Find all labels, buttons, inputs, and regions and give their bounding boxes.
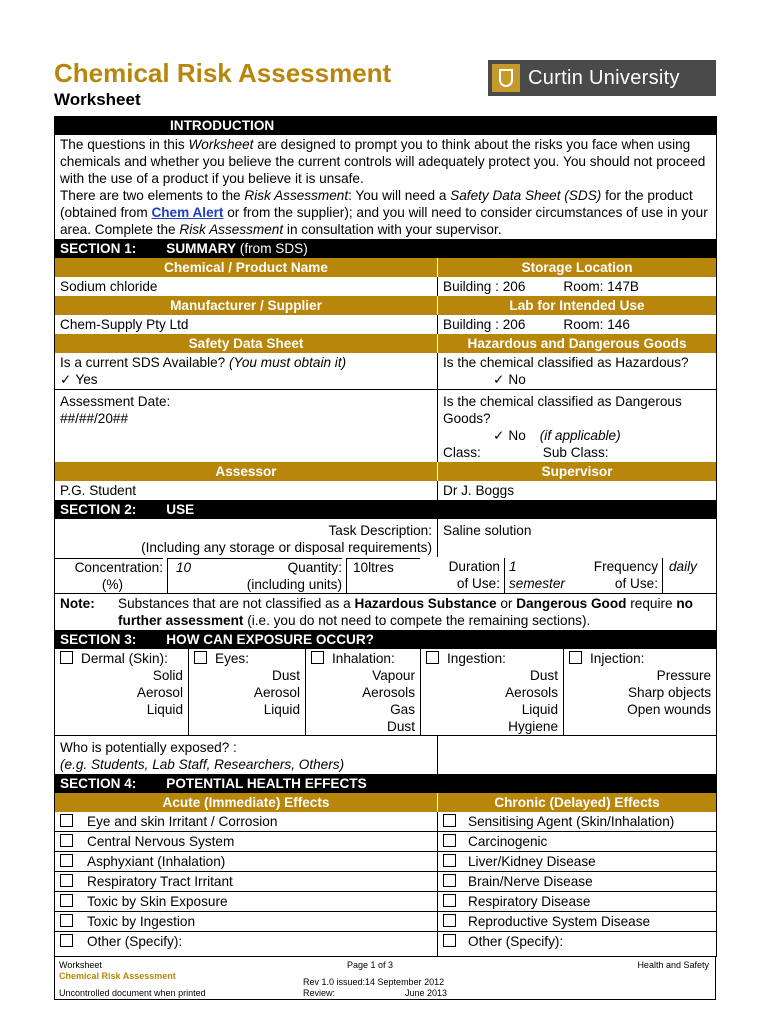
intro-text: The questions in this Worksheet are designed to prompt you to think about the risks you face when using chemicals and whether you believe the current controls will adequately protect you. You should not proceed with the use of a product if you believe it is unsafe. There are two elements to the Risk Assessment: You will need a Safety Data Sheet (SDS) for the product (obtained from Chem Alert or from the supplier); and you will need to consider circumstances of use in your area. Complete the Risk Assessment in consultation with your supervisor. <box>55 135 717 239</box>
check-icon: ✓ <box>493 428 505 443</box>
storage-location-value[interactable]: Building : 206 Room: 147B <box>438 277 717 296</box>
footer-doc-type: Worksheet <box>59 960 102 970</box>
acute-effect-item[interactable]: Central Nervous System <box>55 832 438 852</box>
assessment-date[interactable]: Assessment Date: ##/##/20## <box>55 390 438 463</box>
lab-use-header: Lab for Intended Use <box>438 296 717 315</box>
task-description-label: Task Description: (Including any storage or disposal requirements) <box>55 519 438 557</box>
use-details <box>55 557 717 594</box>
footer-revision: Rev 1.0 issued:14 September 2012 <box>303 977 445 987</box>
chemical-name-header: Chemical / Product Name <box>55 258 438 277</box>
section2-header: SECTION 2: USE <box>55 500 717 519</box>
route-inhalation[interactable]: Inhalation: Vapour Aerosols Gas Dust <box>306 649 421 735</box>
manufacturer-header: Manufacturer / Supplier <box>55 296 438 315</box>
check-icon: ✓ <box>60 372 72 387</box>
inhalation-checkbox[interactable] <box>311 651 324 664</box>
chronic-effect-other[interactable]: Other (Specify): <box>438 932 717 957</box>
acute-effect-item[interactable]: Respiratory Tract Irritant <box>55 872 438 892</box>
quantity-value[interactable]: 10ltres <box>346 558 420 593</box>
sds-question[interactable]: Is a current SDS Available? (You must obtain it) ✓ Yes <box>55 353 438 390</box>
chronic-effect-item[interactable]: Reproductive System Disease <box>438 912 717 932</box>
assessor-header: Assessor <box>55 462 438 481</box>
dangerous-goods-question[interactable]: Is the chemical classified as Dangerous Goods? ✓ No (if applicable) Class: Sub Class: <box>438 390 717 463</box>
effect-checkbox[interactable] <box>443 934 456 947</box>
exposure-routes <box>55 649 717 736</box>
chronic-effect-item[interactable]: Brain/Nerve Disease <box>438 872 717 892</box>
route-injection[interactable]: Injection: Pressure Sharp objects Open wounds <box>564 649 716 735</box>
check-icon: ✓ <box>493 372 505 387</box>
document-title: Chemical Risk Assessment <box>54 58 392 88</box>
hazard-question[interactable]: Is the chemical classified as Hazardous? ✓ No <box>438 353 717 390</box>
frequency-value[interactable]: daily <box>662 558 717 593</box>
assessor-value[interactable]: P.G. Student <box>55 481 438 500</box>
curtin-logo <box>488 60 716 96</box>
acute-effect-other[interactable]: Other (Specify): <box>55 932 438 957</box>
task-description-value[interactable]: Saline solution <box>438 519 717 557</box>
note-text: Substances that are not classified as a Hazardous Substance or Dangerous Good require no further assessment (i.e. you do not need to compete the remaining sections). <box>118 596 693 628</box>
supervisor-header: Supervisor <box>438 462 717 481</box>
route-dermal[interactable]: Dermal (Skin): Solid Aerosol Liquid <box>55 649 189 735</box>
supervisor-value[interactable]: Dr J. Boggs <box>438 481 717 500</box>
effect-checkbox[interactable] <box>443 914 456 927</box>
exposed-question: Who is potentially exposed? : (e.g. Students, Lab Staff, Researchers, Others) <box>55 736 438 775</box>
frequency-label: Frequency of Use: <box>593 559 658 591</box>
effect-checkbox[interactable] <box>60 894 73 907</box>
page-footer <box>54 956 716 1000</box>
sds-header: Safety Data Sheet <box>55 334 438 353</box>
duration-value[interactable]: 1 semester <box>504 558 568 593</box>
effect-checkbox[interactable] <box>443 894 456 907</box>
footer-doc-name: Chemical Risk Assessment <box>59 971 176 981</box>
concentration-label: Concentration: (%) <box>55 558 163 593</box>
chronic-effect-item[interactable]: Sensitising Agent (Skin/Inhalation) <box>438 812 717 832</box>
exposed-answer[interactable] <box>438 736 717 775</box>
intro-heading: INTRODUCTION <box>55 116 717 135</box>
eyes-checkbox[interactable] <box>194 651 207 664</box>
chronic-effects-header: Chronic (Delayed) Effects <box>438 793 717 812</box>
concentration-value[interactable]: 10 <box>167 558 217 593</box>
note-row <box>55 594 717 631</box>
acute-effect-item[interactable]: Eye and skin Irritant / Corrosion <box>55 812 438 832</box>
chronic-effect-item[interactable]: Liver/Kidney Disease <box>438 852 717 872</box>
effect-checkbox[interactable] <box>60 814 73 827</box>
chemical-name-value[interactable]: Sodium chloride <box>55 277 438 296</box>
effect-checkbox[interactable] <box>60 934 73 947</box>
acute-effect-item[interactable]: Toxic by Skin Exposure <box>55 892 438 912</box>
route-eyes[interactable]: Eyes: Dust Aerosol Liquid <box>189 649 306 735</box>
effect-checkbox[interactable] <box>60 874 73 887</box>
logo-text: Curtin University <box>528 66 680 89</box>
lab-use-value[interactable]: Building : 206 Room: 146 <box>438 315 717 334</box>
acute-effects-header: Acute (Immediate) Effects <box>55 793 438 812</box>
crest-icon <box>492 64 520 92</box>
section1-header: SECTION 1: SUMMARY (from SDS) <box>55 239 717 258</box>
worksheet-table <box>54 116 717 957</box>
section4-header: SECTION 4: POTENTIAL HEALTH EFFECTS <box>55 774 717 793</box>
footer-review: Review: June 2013 <box>303 988 448 998</box>
chronic-effect-item[interactable]: Carcinogenic <box>438 832 717 852</box>
acute-effect-item[interactable]: Toxic by Ingestion <box>55 912 438 932</box>
document-subtitle: Worksheet <box>54 90 141 109</box>
acute-effect-item[interactable]: Asphyxiant (Inhalation) <box>55 852 438 872</box>
effect-checkbox[interactable] <box>60 854 73 867</box>
footer-page: Page 1 of 3 <box>347 960 394 970</box>
storage-location-header: Storage Location <box>438 258 717 277</box>
chem-alert-link[interactable]: Chem Alert <box>151 205 224 220</box>
effect-checkbox[interactable] <box>60 914 73 927</box>
hazard-header: Hazardous and Dangerous Goods <box>438 334 717 353</box>
injection-checkbox[interactable] <box>569 651 582 664</box>
section3-header: SECTION 3: HOW CAN EXPOSURE OCCUR? <box>55 630 717 649</box>
route-ingestion[interactable]: Ingestion: Dust Aerosols Liquid Hygiene <box>421 649 564 735</box>
effect-checkbox[interactable] <box>443 854 456 867</box>
effect-checkbox[interactable] <box>443 834 456 847</box>
footer-uncontrolled: Uncontrolled document when printed <box>59 988 206 998</box>
chronic-effect-item[interactable]: Respiratory Disease <box>438 892 717 912</box>
quantity-label: Quantity: (including units) <box>217 558 342 593</box>
dermal-checkbox[interactable] <box>60 651 73 664</box>
effect-checkbox[interactable] <box>443 874 456 887</box>
duration-label: Duration of Use: <box>448 559 500 591</box>
note-label: Note: <box>60 596 95 611</box>
ingestion-checkbox[interactable] <box>426 651 439 664</box>
effect-checkbox[interactable] <box>60 834 73 847</box>
manufacturer-value[interactable]: Chem-Supply Pty Ltd <box>55 315 438 334</box>
footer-department: Health and Safety <box>637 960 709 970</box>
effect-checkbox[interactable] <box>443 814 456 827</box>
